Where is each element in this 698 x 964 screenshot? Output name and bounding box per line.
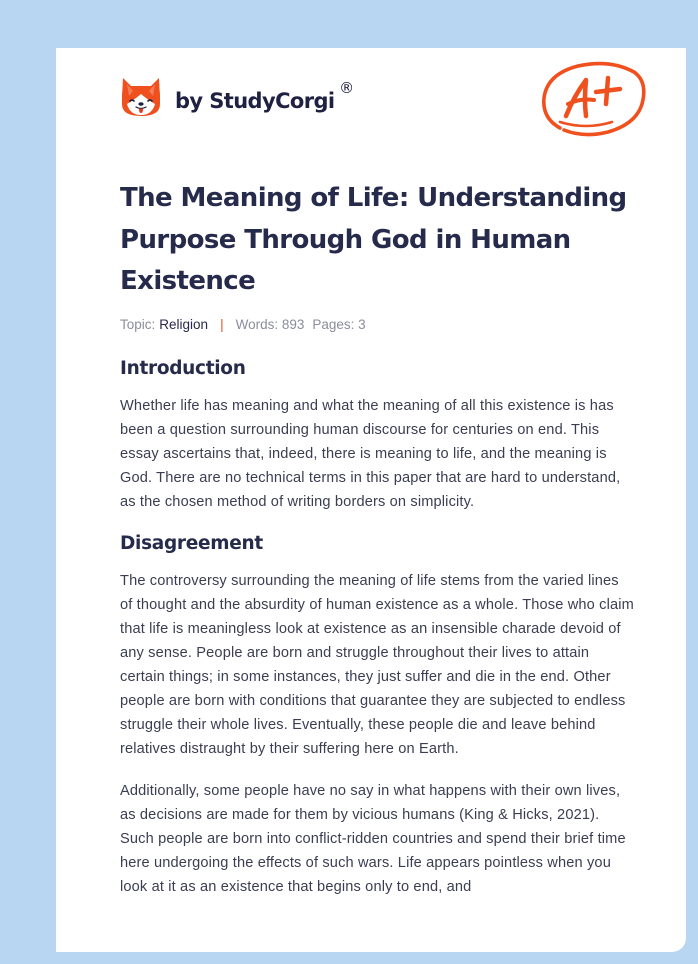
corgi-face-icon <box>120 74 162 118</box>
document-meta <box>120 317 635 332</box>
section-heading-disagreement: Disagreement <box>120 532 263 554</box>
page-count: Pages: 3 <box>312 316 366 332</box>
topic-label: Topic: <box>120 316 156 332</box>
a-plus-grade-icon <box>538 60 648 140</box>
paragraph: Additionally, some people have no say in what happens with their own lives, as decisions are made for them by vicious humans (King & Hicks, 2021). Such people are born into conflict-ridden countries and spend their brief time here undergoing the effects of such wars. Life appears pointless when you look at it as an existence that begins only to end, and <box>120 782 626 895</box>
paragraph: Whether life has meaning and what the meaning of all this existence is has been a question surrounding human discourse for centuries on end. This essay ascertains that, indeed, there is meaning to life, and the meaning is God. There are no technical terms in this paper that are hard to understand, as the chosen method of writing borders on simplicity. <box>120 397 621 510</box>
document-title: The Meaning of Life: Understanding Purpose Through God in Human Existence <box>120 183 627 296</box>
section-heading-introduction: Introduction <box>120 357 246 379</box>
paragraph: The controversy surrounding the meaning of life stems from the varied lines of thought and the absurdity of human existence as a whole. Those who claim that life is meaningless look at existence as an insensible charade devoid of any sense. People are born and struggle throughout their lives to attain certain things; in some instances, they just suffer and die in the end. Other people are born with conditions that guarantee they are subjected to endless struggle their whole lives. Eventually, these people die and leave behind relatives distraught by their suffering here on Earth. <box>120 572 634 757</box>
registered-mark: ® <box>339 79 354 97</box>
brand-name-text: by StudyCorgi <box>175 89 335 113</box>
document-content <box>120 178 635 899</box>
brand-header[interactable] <box>120 74 354 118</box>
topic-link[interactable]: Religion <box>159 316 209 332</box>
word-count: Words: 893 <box>235 316 305 332</box>
brand-name <box>175 79 354 113</box>
document-card <box>56 48 686 952</box>
meta-separator: | <box>220 316 224 332</box>
